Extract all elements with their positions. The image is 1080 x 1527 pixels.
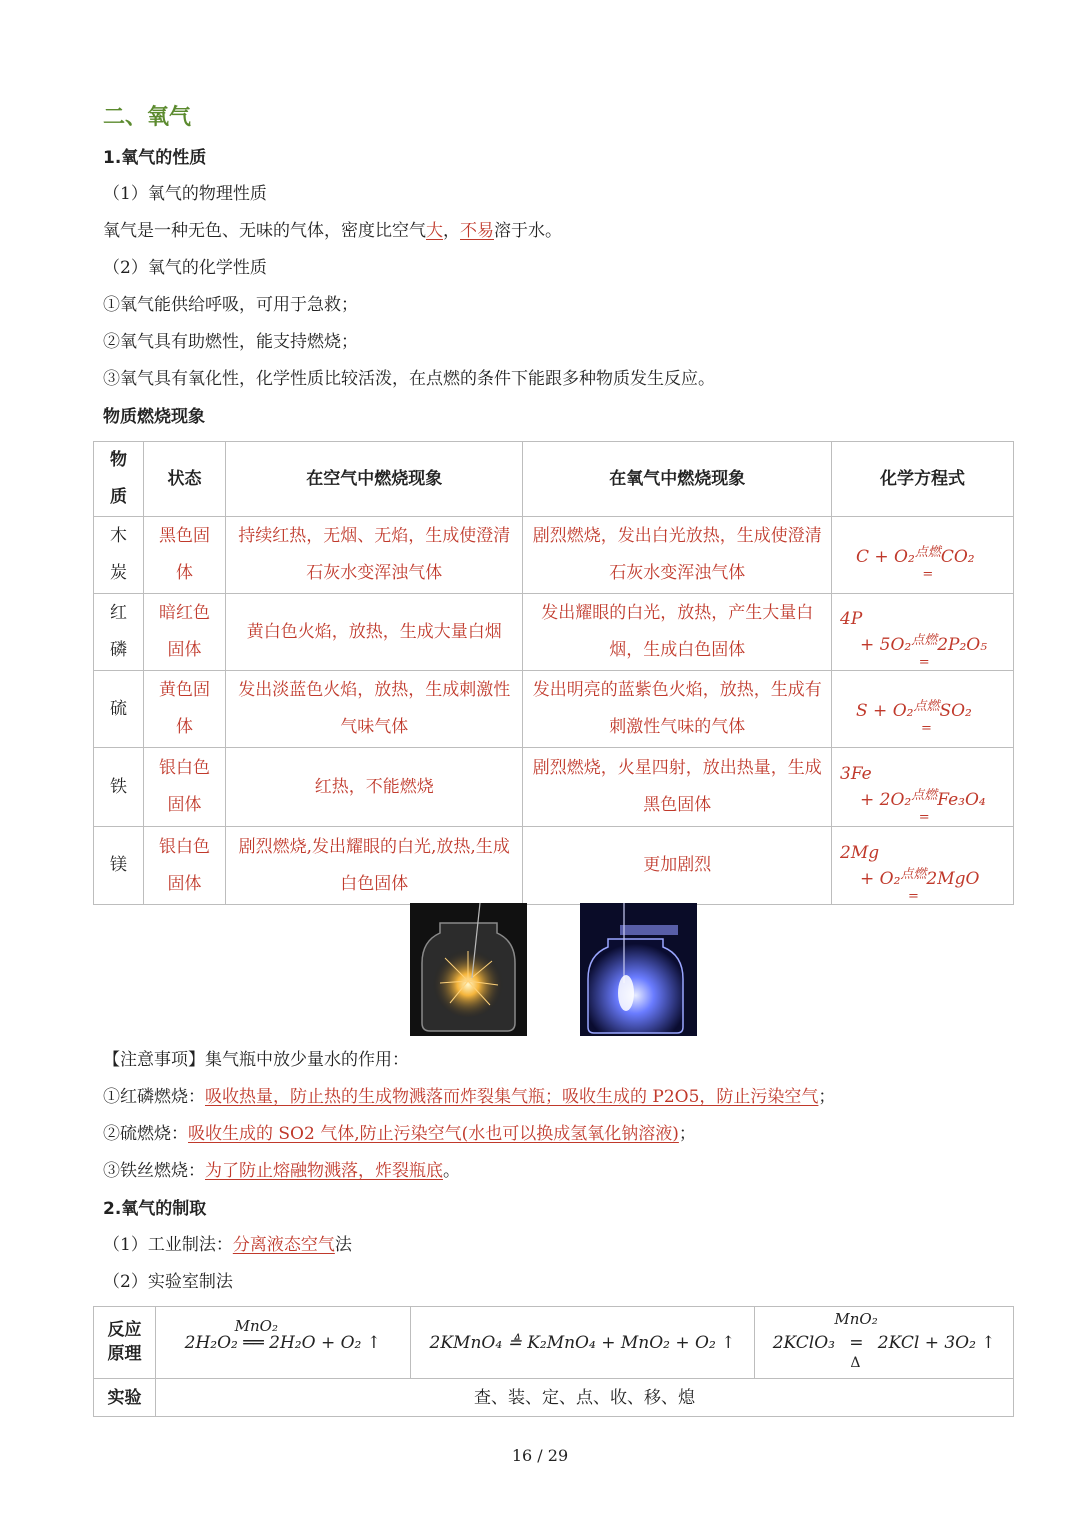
equation-prefix: 2Mg bbox=[840, 842, 880, 863]
cell-state bbox=[143, 517, 225, 594]
text-segment: 氧气是一种无色、无味的气体，密度比空气 bbox=[103, 221, 426, 241]
page-number: 16 / 29 bbox=[511, 1446, 569, 1465]
cell-air-phenomenon: 持续红热，无烟、无焰，生成使澄清石灰水变浑浊气体 bbox=[225, 517, 523, 594]
equation-text: 2KMnO₄ ≜ K₂MnO₄ + MnO₂ + O₂ ↑ bbox=[429, 1332, 736, 1353]
cell-oxygen-phenomenon: 更加剧烈 bbox=[523, 827, 832, 905]
note-label: ③铁丝燃烧： bbox=[103, 1161, 205, 1181]
text-segment: 。 bbox=[443, 1161, 460, 1181]
iron-burning-photo bbox=[410, 903, 527, 1036]
note-label: ②硫燃烧： bbox=[103, 1124, 188, 1144]
table-row bbox=[94, 594, 1014, 671]
combustion-table-title: 物质燃烧现象 bbox=[103, 407, 205, 427]
equation-right: 2KCl + 3O₂ ↑ bbox=[877, 1332, 996, 1353]
text-segment: ； bbox=[818, 1087, 836, 1107]
combustion-equation bbox=[840, 608, 1005, 670]
physical-properties-text bbox=[103, 219, 562, 243]
h2o2-equation bbox=[155, 1307, 410, 1379]
sulfur-burning-photo bbox=[580, 903, 697, 1036]
equation-prefix: 4P bbox=[840, 609, 863, 629]
state-text: 暗红色固体 bbox=[158, 603, 210, 660]
industrial-method bbox=[103, 1233, 352, 1257]
cell-substance bbox=[94, 827, 144, 905]
equation-left: + 2O₂ bbox=[860, 790, 912, 810]
cell-oxygen-phenomenon: 剧烈燃烧，火星四射，放出热量，生成黑色固体 bbox=[523, 748, 832, 827]
reaction-principle-header: 反应原理 bbox=[94, 1307, 156, 1379]
reaction-condition bbox=[911, 785, 938, 825]
cell-oxygen-phenomenon: 剧烈燃烧，发出白光放热，生成使澄清石灰水变浑浊气体 bbox=[523, 517, 832, 594]
table-row bbox=[94, 827, 1014, 905]
notes-title: 【注意事项】集气瓶中放少量水的作用： bbox=[103, 1050, 409, 1070]
table-row bbox=[94, 517, 1014, 594]
header-air: 在空气中燃烧现象 bbox=[225, 442, 523, 517]
equation-right: 2MgO bbox=[926, 868, 980, 889]
header-state: 状态 bbox=[143, 442, 225, 517]
equals-sign: = bbox=[918, 810, 930, 825]
equation-right: 2P₂O₅ bbox=[937, 635, 988, 655]
substance-name: 红磷 bbox=[109, 603, 127, 660]
equals-sign: = bbox=[907, 888, 919, 904]
cell-state bbox=[143, 827, 225, 905]
heat-symbol: Δ bbox=[850, 1354, 861, 1371]
cell-substance bbox=[94, 594, 144, 671]
cell-air-phenomenon: 红热，不能燃烧 bbox=[225, 748, 523, 827]
experiment-steps: 查、装、定、点、收、移、熄 bbox=[155, 1379, 1013, 1417]
substance-name: 铁 bbox=[109, 776, 127, 797]
state-text: 黑色固体 bbox=[158, 526, 210, 583]
cell-equation bbox=[832, 517, 1014, 594]
cell-equation bbox=[832, 748, 1014, 827]
fill-blank-solubility: 不易 bbox=[460, 221, 494, 241]
equation-right: CO₂ bbox=[940, 547, 975, 567]
method-label: （1）工业制法： bbox=[103, 1235, 233, 1255]
table-row bbox=[94, 671, 1014, 748]
cell-equation bbox=[832, 594, 1014, 671]
note-answer: 为了防止熔融物溅落，炸裂瓶底 bbox=[205, 1161, 443, 1181]
chemical-properties-label: （2）氧气的化学性质 bbox=[103, 258, 267, 278]
equation-right: SO₂ bbox=[939, 701, 972, 721]
fill-blank-method: 分离液态空气 bbox=[232, 1235, 335, 1255]
condition-text: 点燃 bbox=[913, 699, 940, 714]
header-equation: 化学方程式 bbox=[832, 442, 1014, 517]
reaction-condition bbox=[911, 630, 938, 670]
text-segment: 溶于水。 bbox=[494, 221, 562, 241]
reaction-condition bbox=[913, 696, 940, 736]
cell-substance bbox=[94, 517, 144, 594]
cell-substance bbox=[94, 748, 144, 827]
cell-equation bbox=[832, 671, 1014, 748]
text-segment: ； bbox=[678, 1124, 696, 1144]
equation-left: S + O₂ bbox=[856, 701, 914, 721]
equation-right: Fe₃O₄ bbox=[937, 790, 986, 810]
fill-blank-density: 大 bbox=[426, 221, 443, 241]
section-title: 二、氧气 bbox=[103, 105, 192, 130]
state-text: 黄色固体 bbox=[158, 680, 210, 737]
lab-method-label: （2）实验室制法 bbox=[103, 1272, 233, 1292]
substance-name: 硫 bbox=[109, 698, 127, 719]
combustion-equation bbox=[840, 542, 1005, 582]
cell-state bbox=[143, 594, 225, 671]
subsection-title-properties: 1.氧气的性质 bbox=[103, 148, 207, 168]
note-iron-wire bbox=[103, 1159, 460, 1183]
combustion-equation bbox=[840, 696, 1005, 736]
physical-properties-label: （1）氧气的物理性质 bbox=[103, 184, 267, 204]
reaction-condition bbox=[914, 542, 941, 582]
reaction-condition bbox=[900, 864, 927, 904]
cell-oxygen-phenomenon: 发出耀眼的白光，放热，产生大量白烟，生成白色固体 bbox=[523, 594, 832, 671]
catalyst-label: MnO₂ bbox=[234, 1316, 278, 1335]
combustion-table bbox=[93, 441, 1014, 905]
cell-substance bbox=[94, 671, 144, 748]
equation-left: + O₂ bbox=[860, 868, 901, 889]
cell-oxygen-phenomenon: 发出明亮的蓝紫色火焰，放热，生成有刺激性气味的气体 bbox=[523, 671, 832, 748]
catalyst-label: MnO₂ bbox=[834, 1309, 878, 1328]
cell-state bbox=[143, 748, 225, 827]
cell-air-phenomenon: 剧烈燃烧,发出耀眼的白光,放热,生成白色固体 bbox=[225, 827, 523, 905]
equation-left: 2KClO₃ bbox=[772, 1332, 835, 1353]
lab-preparation-table bbox=[93, 1306, 1014, 1417]
kclo3-equation bbox=[755, 1307, 1014, 1379]
substance-name: 镁 bbox=[109, 855, 127, 875]
kmno4-equation bbox=[410, 1307, 755, 1379]
cell-air-phenomenon: 发出淡蓝色火焰，放热，生成刺激性气味气体 bbox=[225, 671, 523, 748]
condition-text: 点燃 bbox=[911, 788, 938, 803]
reaction-condition: MnO₂ = Δ bbox=[840, 1330, 872, 1356]
condition-text: 点燃 bbox=[914, 545, 941, 560]
equals-sign: = bbox=[918, 655, 930, 670]
header-oxygen: 在氧气中燃烧现象 bbox=[523, 442, 832, 517]
experiment-steps-row bbox=[94, 1379, 1014, 1417]
chemical-property-2: ②氧气具有助燃性，能支持燃烧； bbox=[103, 332, 358, 352]
cell-equation bbox=[832, 827, 1014, 905]
note-answer: 吸收生成的 SO2 气体,防止污染空气(水也可以换成氢氧化钠溶液) bbox=[188, 1124, 679, 1144]
text-segment: ， bbox=[443, 221, 460, 241]
equals-sign: = bbox=[921, 721, 932, 736]
equation-text: 2H₂O₂ ══ 2H₂O + O₂ ↑ bbox=[184, 1332, 381, 1353]
reaction-principle-row bbox=[94, 1307, 1014, 1379]
cell-air-phenomenon: 黄白色火焰，放热，生成大量白烟 bbox=[225, 594, 523, 671]
note-sulfur bbox=[103, 1122, 696, 1146]
combustion-equation bbox=[840, 842, 1005, 904]
condition-text: 点燃 bbox=[900, 866, 927, 882]
combustion-equation bbox=[840, 763, 1005, 825]
condition-text: 点燃 bbox=[911, 633, 938, 648]
subsection-title-preparation: 2.氧气的制取 bbox=[103, 1199, 207, 1219]
substance-name: 木炭 bbox=[109, 526, 127, 583]
chemical-property-3: ③氧气具有氧化性，化学性质比较活泼，在点燃的条件下能跟多种物质发生反应。 bbox=[103, 369, 715, 389]
header-substance: 物质 bbox=[94, 442, 144, 517]
note-label: ①红磷燃烧： bbox=[103, 1087, 205, 1107]
note-answer: 吸收热量，防止热的生成物溅落而炸裂集气瓶；吸收生成的 P2O5，防止污染空气 bbox=[205, 1087, 819, 1107]
state-text: 银白色固体 bbox=[158, 836, 210, 894]
table-row bbox=[94, 748, 1014, 827]
equals-sign: = bbox=[922, 567, 934, 582]
equation-left: + 5O₂ bbox=[860, 635, 912, 655]
chemical-property-1: ①氧气能供给呼吸，可用于急救； bbox=[103, 295, 358, 315]
experiment-header: 实验 bbox=[94, 1379, 156, 1417]
equation-left: C + O₂ bbox=[856, 547, 915, 567]
cell-state bbox=[143, 671, 225, 748]
equation-prefix: 3Fe bbox=[840, 764, 872, 784]
note-red-phosphorus bbox=[103, 1085, 835, 1109]
table-header-row bbox=[94, 442, 1014, 517]
text-segment: 法 bbox=[334, 1235, 352, 1255]
state-text: 银白色固体 bbox=[158, 758, 210, 815]
